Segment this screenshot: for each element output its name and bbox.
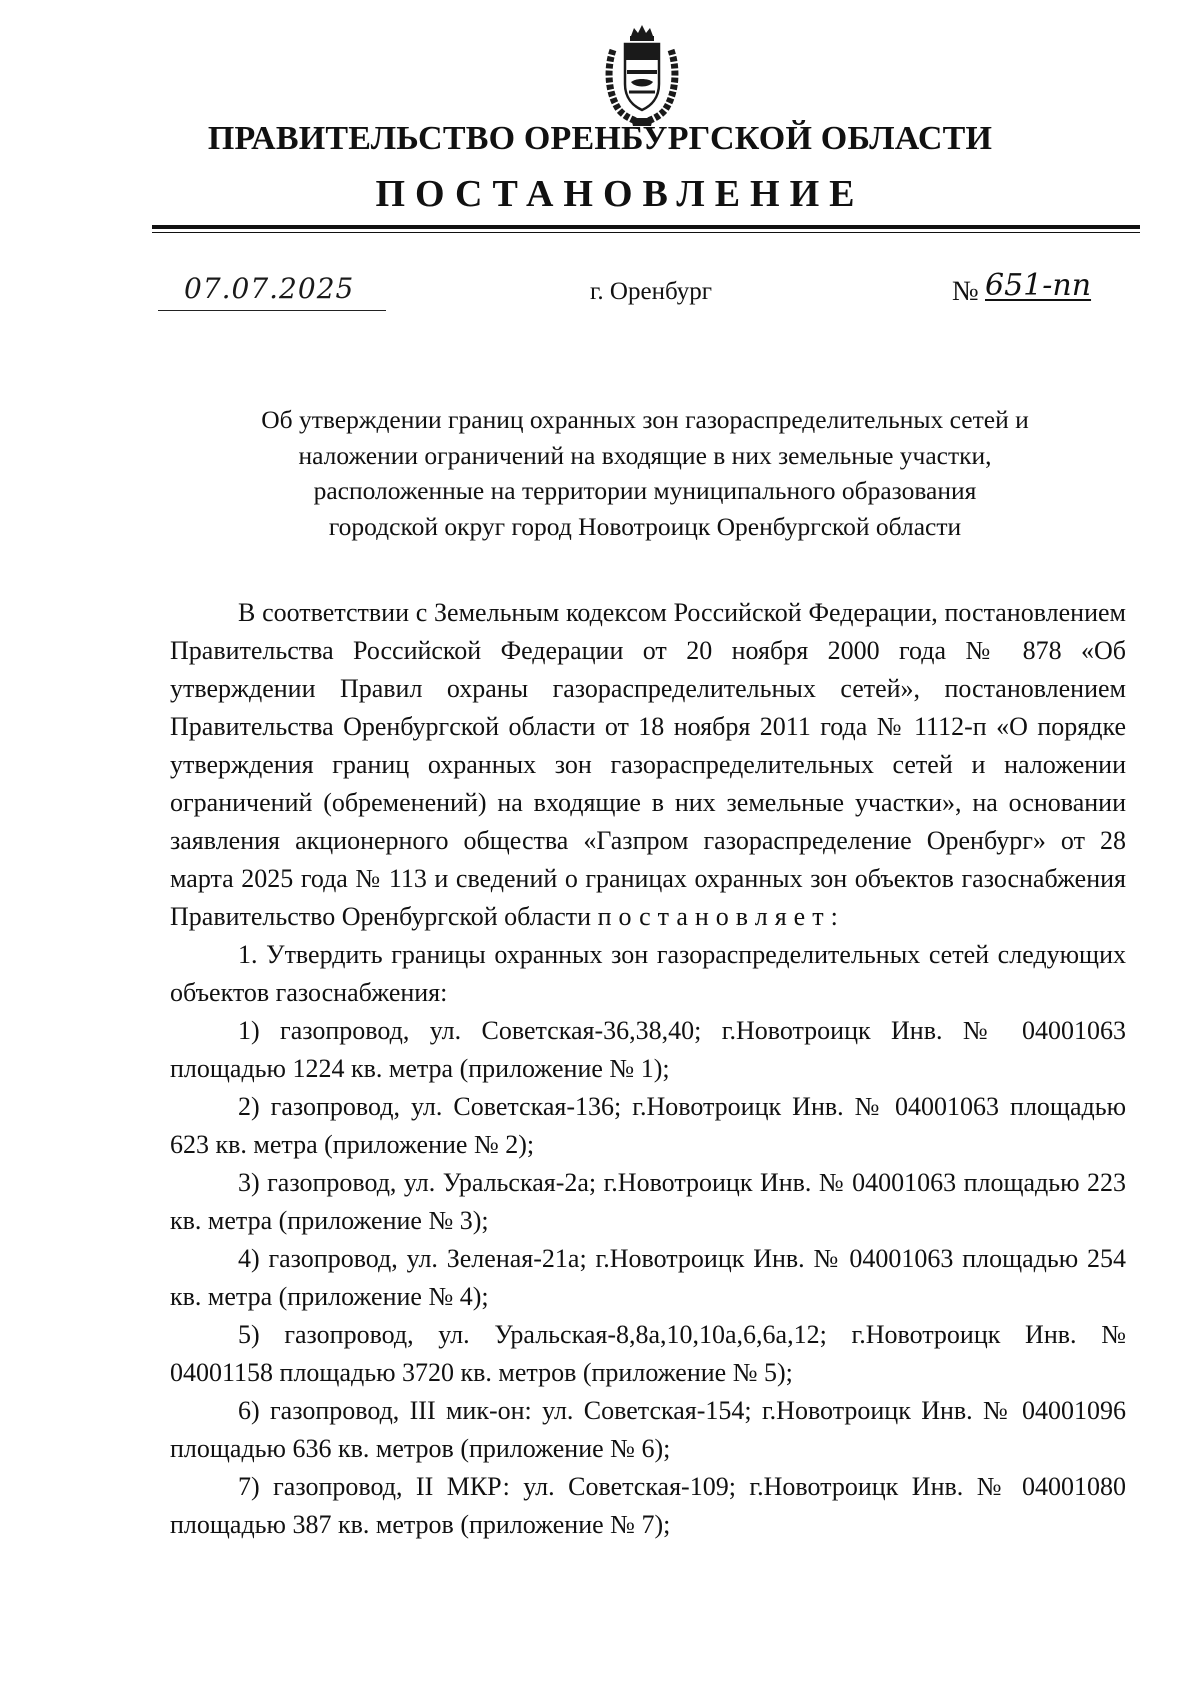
list-item: 6) газопровод, III мик-он: ул. Советская-154; г.Новотроицк Инв. № 04001096 площадью 636 кв. метров (приложение № 6); (170, 1396, 1126, 1463)
title-line: расположенные на территории муниципального образования (313, 476, 977, 505)
header-divider-thin (152, 232, 1140, 233)
preamble-verb: постановляет: (597, 902, 845, 931)
title-line: городской округ город Новотроицк Оренбургской области (328, 511, 962, 541)
clause-paragraph: 1. Утвердить границы охранных зон газораспределительных сетей следующих объектов газоснабжения: (170, 940, 1126, 1007)
organization-name: ПРАВИТЕЛЬСТВО ОРЕНБУРГСКОЙ ОБЛАСТИ (207, 120, 993, 157)
list-item: 4) газопровод, ул. Зеленая-21а; г.Новотроицк Инв. № 04001063 площадью 254 кв. метра (приложение № 4); (170, 1244, 1126, 1311)
document-date: 07.07.2025 (184, 272, 355, 305)
list-item: 2) газопровод, ул. Советская-136; г.Новотроицк Инв. № 04001063 площадью 623 кв. метра (приложение № 2); (170, 1092, 1126, 1159)
coat-of-arms-icon (601, 22, 683, 128)
preamble-paragraph (170, 594, 1126, 936)
title-line: Об утверждении границ охранных зон газораспределительных сетей и (261, 405, 1029, 434)
document-city: г. Оренбург (590, 278, 712, 305)
document-title (150, 402, 1140, 544)
document-type-heading: ПОСТАНОВЛЕНИЕ (375, 173, 865, 215)
preamble-text: В соответствии с Земельным кодексом Российской Федерации, постановлением Правительства Российской Федерации от 20 ноября 2000 года № 878 «Об утверждении Правил охраны газораспределительных сетей», постановлением Правительства Оренбургской области от 18 ноября 2011 года № 1112-п «О порядке утверждения границ охранных зон газораспределительных сетей и наложении ограничений (обременений) на входящие в них земельные участки», на основании заявления акционерного общества «Газпром газораспределение Оренбург» от 28 марта 2025 года № 113 и сведений о границах охранных зон объектов газоснабжения Правительство Оренбургской области (170, 598, 1126, 931)
list-item: 1) газопровод, ул. Советская-36,38,40; г.Новотроицк Инв. № 04001063 площадью 1224 кв. метра (приложение № 1); (170, 1016, 1126, 1083)
list-item: 5) газопровод, ул. Уральская-8,8а,10,10а,6,6а,12; г.Новотроицк Инв. № 04001158 площадью 3720 кв. метров (приложение № 5); (170, 1320, 1126, 1387)
list-item: 7) газопровод, II МКР: ул. Советская-109; г.Новотроицк Инв. № 04001080 площадью 387 кв. метров (приложение № 7); (170, 1472, 1126, 1539)
title-line: наложении ограничений на входящие в них земельные участки, (298, 440, 992, 470)
list-item: 3) газопровод, ул. Уральская-2а; г.Новотроицк Инв. № 04001063 площадью 223 кв. метра (приложение № 3); (170, 1168, 1126, 1235)
document-number: 651-пп (985, 268, 1092, 303)
document-date-field (158, 270, 386, 311)
document-body (170, 594, 1126, 1544)
document-number-label: № (952, 276, 979, 307)
header-divider-thick (152, 225, 1140, 229)
